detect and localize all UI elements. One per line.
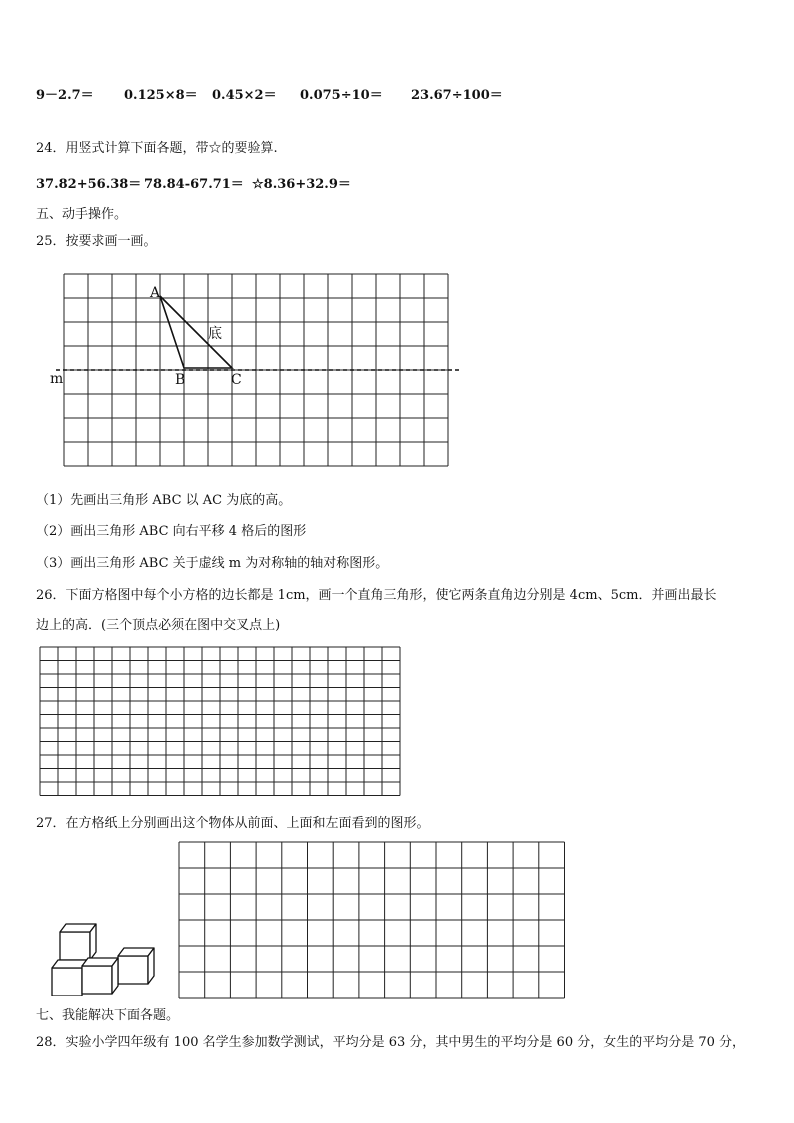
- cube-bottom-middle: [82, 958, 118, 994]
- calc-item-4: 0.075÷10＝: [300, 88, 383, 103]
- q26-grid: [40, 647, 400, 796]
- label-c: C: [231, 372, 242, 388]
- q25-task-1: （1）先画出三角形 ABC 以 AC 为底的高。: [36, 493, 292, 508]
- question-26-line-1: 26．下面方格图中每个小方格的边长都是 1cm，画一个直角三角形，使它两条直角边分别是 4cm、5cm．并画出最长: [36, 588, 717, 603]
- question-28: 28．实验小学四年级有 100 名学生参加数学测试，平均分是 63 分，其中男生的平均分是 60 分，女生的平均分是 70 分，: [36, 1035, 746, 1050]
- cube-top: [60, 924, 96, 960]
- label-m: m: [50, 371, 64, 387]
- calc-item-1: 9－2.7＝: [36, 88, 94, 103]
- label-b: B: [175, 372, 186, 388]
- cube-figure: [44, 916, 164, 996]
- q25-grid-figure: [44, 270, 460, 470]
- q27-grid: [179, 842, 565, 998]
- q26-grid-figure: [39, 646, 401, 798]
- q24-item-1: 37.82+56.38＝: [36, 177, 142, 192]
- calc-item-3: 0.45×2＝: [212, 88, 277, 103]
- calc-item-5: 23.67÷100＝: [411, 88, 503, 103]
- label-a: A: [150, 285, 161, 301]
- q27-grid-figure: [178, 841, 566, 999]
- q24-item-2: 78.84-67.71＝: [144, 177, 244, 192]
- q25-task-3: （3）画出三角形 ABC 关于虚线 m 为对称轴的轴对称图形。: [36, 556, 389, 571]
- cube-right: [118, 948, 154, 984]
- q25-task-2: （2）画出三角形 ABC 向右平移 4 格后的图形: [36, 524, 307, 539]
- question-24: 24．用竖式计算下面各题，带☆的要验算.: [36, 141, 278, 156]
- question-25: 25．按要求画一画。: [36, 234, 157, 249]
- question-27: 27．在方格纸上分别画出这个物体从前面、上面和左面看到的图形。: [36, 816, 430, 831]
- q24-item-3: ☆8.36+32.9＝: [252, 177, 351, 192]
- section-7-heading: 七、我能解决下面各题。: [36, 1008, 180, 1023]
- label-base: 底: [208, 326, 222, 342]
- section-5-heading: 五、动手操作。: [36, 207, 128, 222]
- calc-item-2: 0.125×8＝: [124, 88, 198, 103]
- question-26-line-2: 边上的高．(三个顶点必须在图中交叉点上): [36, 618, 281, 633]
